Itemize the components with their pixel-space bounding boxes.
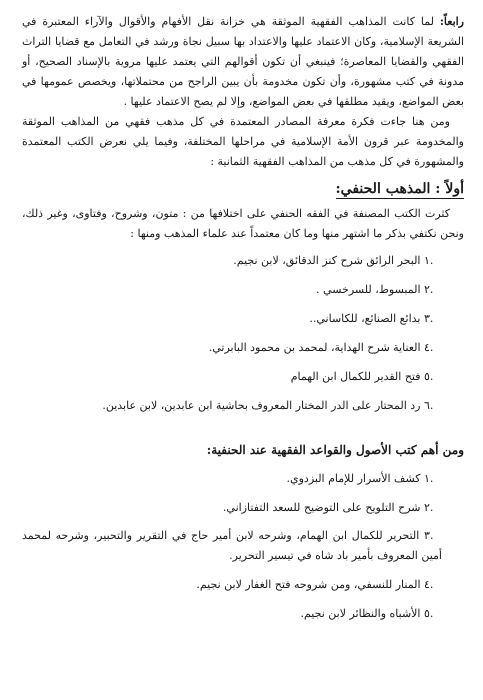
list-item-text: المبسوط، للسرخسي . — [316, 283, 421, 296]
list-item-text: البحر الرائق شرح كنز الدقائق، لابن نجيم. — [233, 254, 421, 267]
list-number: ٤. — [424, 578, 434, 591]
list-item — [22, 275, 442, 304]
intro-text: لما كانت المذاهب الفقهية الموثقة هي خزانة نقل الأفهام والأقوال والآراء المعتبرة في الشريعة الإسلامية، وكان الاعتماد عليها والاعتداد بها سبيل نجاة ورشد في التعامل مع قضايا التراث الفقهي والقضايا المعاصرة؛ فينبغي أن تكون أقوالهم التي يعتمد عليها مروية بالإسناد الصحيح، أو مدونة في كتب مشهورة، وأن تكون مخدومة بأن يبين الراجح من محتملاتها، ويخصص عمومها في بعض المواضع، ويقيد مطلقها في بعض المواضع، وإلا لم يصح الاعتماد عليها . — [22, 15, 464, 108]
list-number: ٦. — [424, 399, 434, 412]
list-number: ٣. — [424, 529, 434, 542]
hanafi-intro: كثرت الكتب المصنفة في الفقه الحنفي على اختلافها من : متون، وشروح، وفتاوى، وغير ذلك، ونحن نكتفي بذكر ما اشتهر منها وما كان معتمداً عند علماء المذهب ومنها : — [22, 207, 464, 240]
list-item-text: التحرير للكمال ابن الهمام، وشرحه لابن أمير حاج في التقرير والتحبير، وشرحه لمحمد أمين المعروف بأمير باد شاه في تيسير التحرير. — [22, 529, 442, 562]
list-item-text: بدائع الصنائع، للكاساني.. — [309, 312, 421, 325]
list-item-text: رد المحتار على الدر المختار المعروف بحاشية ابن عابدين، لابن عابدين. — [102, 399, 421, 412]
document-page — [22, 12, 464, 628]
list-item — [22, 362, 442, 391]
list-item — [22, 599, 442, 628]
intro-paragraph — [22, 12, 464, 112]
hanafi-books-list — [22, 246, 464, 420]
list-number: ٣. — [424, 312, 434, 325]
sources-paragraph: ومن هنا جاءت فكرة معرفة المصادر المعتمدة في كل مذهب فقهي من المذاهب الموثقة والمخدومة عبر قرون الأمة الإسلامية في مراحلها المختلفة، وفيما يلي نعرض الكتب المعتمدة والمشهورة في كل مذهب من المذاهب الفقهية الثمانية : — [22, 115, 464, 168]
list-item-text: العناية شرح الهداية، لمحمد بن محمود البابرتي. — [208, 341, 421, 354]
list-number: ٥. — [424, 370, 434, 383]
list-number: ٢. — [424, 283, 434, 296]
list-number: ٤. — [424, 341, 434, 354]
list-item-text: المنار للنسفي، ومن شروحه فتح الغفار لابن نجيم. — [196, 578, 421, 591]
hanafi-heading — [22, 178, 464, 200]
intro-lead-word: رابعاً: — [439, 15, 464, 28]
list-number: ٢. — [424, 501, 434, 514]
usul-heading: ومن أهم كتب الأصول والقواعد الفقهية عند الحنفية: — [206, 443, 464, 457]
list-item — [22, 246, 442, 275]
list-item — [22, 464, 442, 493]
hanafi-heading-text: أولاً : المذهب الحنفي: — [335, 181, 464, 197]
usul-books-list — [22, 464, 464, 628]
list-item — [22, 391, 442, 420]
list-item-text: فتح القدير للكمال ابن الهمام — [290, 370, 421, 383]
list-number: ١. — [424, 254, 434, 267]
list-number: ٥. — [424, 607, 434, 620]
list-number: ١. — [424, 472, 434, 485]
list-item — [22, 522, 442, 570]
list-item-text: الأشباه والنظائر لابن نجيم. — [300, 607, 421, 620]
list-item — [22, 570, 442, 599]
list-item — [22, 304, 442, 333]
list-item-text: شرح التلويح على التوضيح للسعد التفتازاني. — [222, 501, 421, 514]
list-item-text: كشف الأسرار للإمام البزدوي. — [286, 472, 421, 485]
list-item — [22, 493, 442, 522]
list-item — [22, 333, 442, 362]
